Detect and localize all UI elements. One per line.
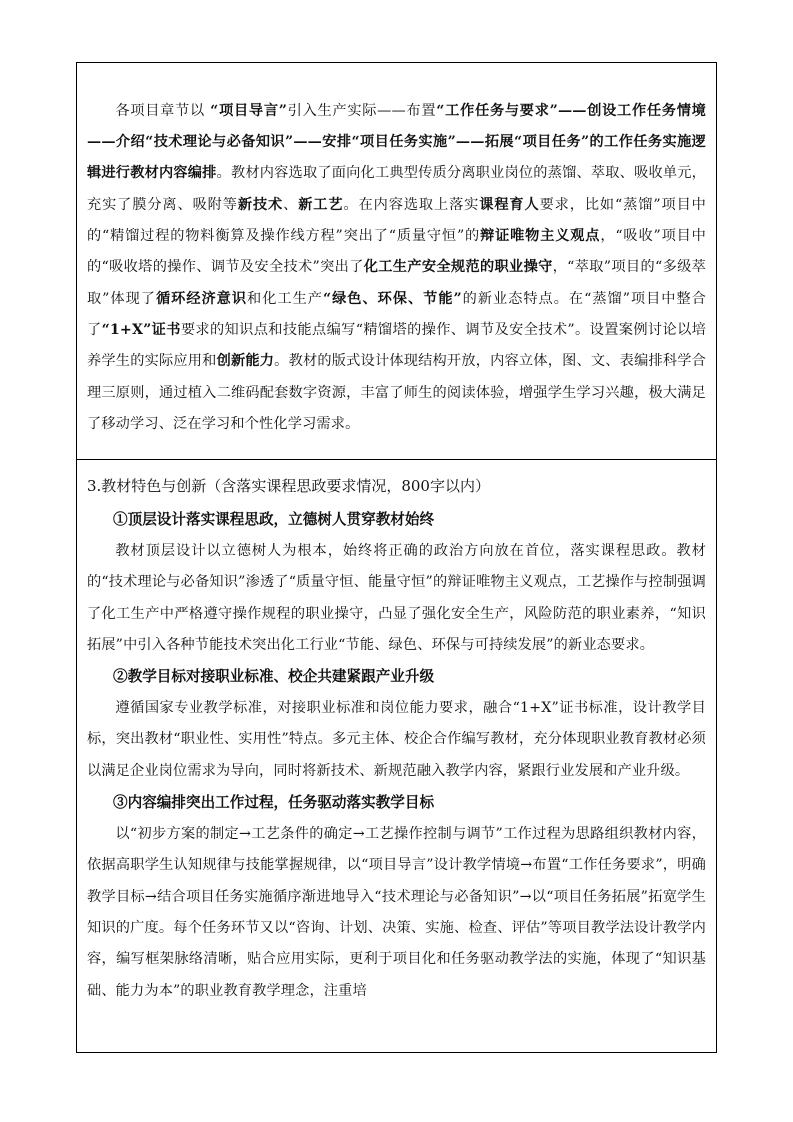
text-run: 。教材内容选取了面向化工典型传质分离职业岗位的蒸馏、萃取、吸收单元，充实了膜分离、吸附等	[87, 165, 706, 213]
bold-text-run: 创新能力	[216, 353, 275, 370]
bold-text-run: ——安排	[293, 134, 352, 151]
bold-text-run: “工作任务与要求”	[436, 102, 558, 119]
paragraph-2: 遵循国家专业教学标准，对接职业标准和岗位能力要求，融合“1+X”证书标准，设计教学目标，突出教材“职业性、实用性”特点。多元主体、校企合作编写教材，充分体现职业教育教材必须以满足企业岗位需求为导向，同时将新技术、新规范融入教学内容，紧跟行业发展和产业升级。	[87, 700, 706, 779]
bold-text-run: 新技术	[237, 196, 284, 213]
content-description-paragraph	[87, 96, 706, 440]
bold-text-run: 循环经济意识	[155, 290, 248, 307]
bold-text-run: 的工作任务实施逻辑进行教材内容编排	[87, 134, 706, 182]
text-run: 、	[283, 196, 299, 213]
text-run: 引入生产实际——布置	[287, 102, 437, 119]
paragraph-3: 以“初步方案的制定→工艺条件的确定→工艺操作控制与调节”工作过程为思路组织教材内容，依据高职学生认知规律与技能掌握规律，以“项目导言”设计教学情境→布置“工作任务要求”，明确教学目标→结合项目任务实施循序渐进地导入“技术理论与必备知识”→以“项目任务拓展”拓宽学生知识的广度。每个任务环节又以“咨询、计划、决策、实施、检查、评估”等项目教学法设计教学内容，编写框架脉络清晰，贴合应用实际，更利于项目化和任务驱动教学法的实施，体现了“知识基础、能力为本”的职业教育教学理念，注重培	[87, 826, 706, 999]
bold-text-run: 课程育人	[479, 196, 540, 213]
text-run: 各项目章节以	[115, 102, 211, 119]
subheading-3: ③内容编排突出工作过程，任务驱动落实教学目标	[113, 794, 435, 812]
text-run: 的新业态特点。在“蒸馏”项目中整合了	[87, 290, 706, 338]
bold-text-run: 新工艺	[298, 196, 344, 213]
bold-text-run: 化工生产安全规范的职业操守	[363, 259, 553, 276]
subheading-1: ①顶层设计落实课程思政，立德树人贯穿教材始终	[113, 511, 435, 528]
bold-text-run: “技术理论与必备知识”	[145, 134, 294, 151]
text-run: ，“吸收”项目中的“吸收塔的操作、调节及安全技术”突出了	[87, 228, 706, 276]
bold-text-run: 辩证唯物主义观点	[480, 228, 601, 245]
text-run: 要求的知识点和技能点编写“精馏塔的操作、调节及安全技术”。设置案例讨论以培养学生的实际应用和	[87, 321, 706, 370]
section-title: 3.教材特色与创新（含落实课程思政要求情况，800字以内）	[87, 477, 490, 495]
bold-text-run: ——创设工作任务情境——介绍	[87, 102, 706, 151]
paragraph-1: 教材顶层设计以立德树人为根本，始终将正确的政治方向放在首位，落实课程思政。教材的“技术理论与必备知识”渗透了“质量守恒、能量守恒”的辩证唯物主义观点，工艺操作与控制强调了化工生产中严格遵守操作规程的职业操守，凸显了强化安全生产，风险防范的职业素养，“知识拓展”中引入各种节能技术突出化工行业“节能、绿色、环保与可持续发展”的新业态要求。	[87, 543, 706, 653]
text-run: 。教材的版式设计体现结构开放，内容立体，图、文、表编排科学合理三原则，通过植入二维码配套数字资源，丰富了师生的阅读体验，增强学生学习兴趣，极大满足了移动学习、泛在学习和个性化学习需求。	[87, 353, 706, 432]
bold-text-run: “绿色、环保、节能”	[322, 290, 462, 307]
text-run: 。在内容选取上落实	[343, 196, 480, 213]
features-innovation-cell	[77, 460, 717, 1053]
content-description-cell	[77, 63, 717, 460]
text-run: 和化工生产	[247, 290, 323, 307]
bold-text-run: “项目任务”	[514, 134, 590, 151]
form-table	[76, 62, 717, 1053]
bold-text-run: “项目导言”	[210, 102, 288, 119]
bold-text-run: “1+X”证书	[101, 321, 181, 338]
text-run: 要求，比如“蒸馏”项目中的“精馏过程的物料衡算及操作线方程”突出了“质量守恒”的	[87, 196, 706, 245]
bold-text-run: ——拓展	[455, 134, 515, 151]
subheading-2: ②教学目标对接职业标准、校企共建紧跟产业升级	[113, 668, 435, 686]
bold-text-run: “项目任务实施”	[351, 134, 456, 151]
text-run: ，“萃取”项目的“多级萃取”体现了	[87, 259, 706, 307]
